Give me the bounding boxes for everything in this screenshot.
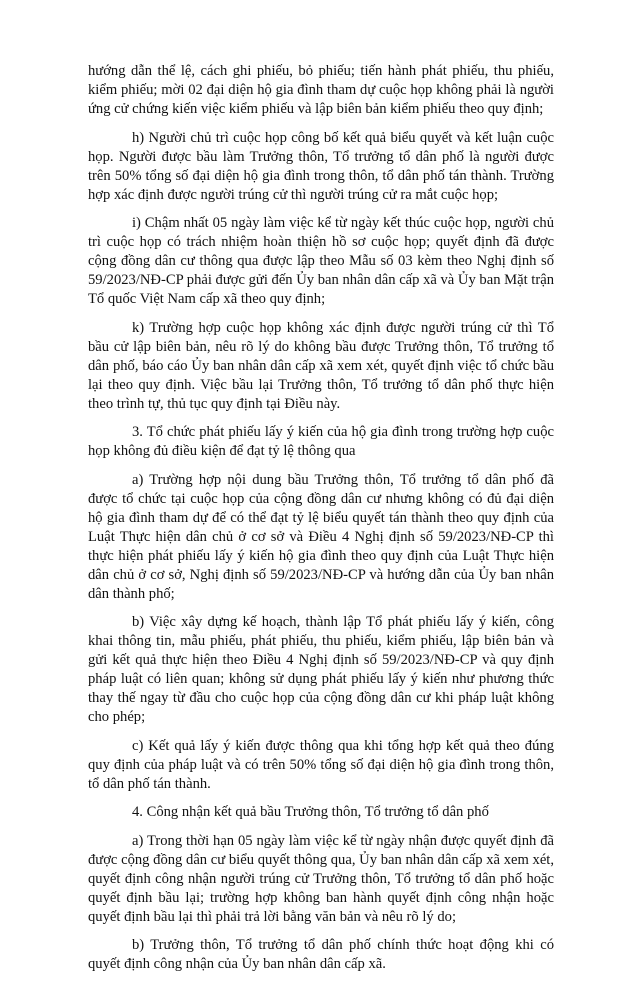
paragraph-item-3a: a) Trường hợp nội dung bầu Trưởng thôn, Tổ trưởng tổ dân phố đã được tổ chức tại cuộc họp của cộng đồng dân cư nhưng không có đủ đại diện hộ gia đình tham dự để có thể đạt tỷ lệ biểu quyết tán thành theo quy định của Luật Thực hiện dân chủ ở cơ sở và Điều 4 Nghị định số 59/2023/NĐ-CP thì thực hiện phát phiếu lấy ý kiến hộ gia đình theo quy định của Luật Thực hiện dân chủ ở cơ sở, Nghị định số 59/2023/NĐ-CP và hướng dẫn của Ủy ban nhân dân thành phố; [88,471,554,602]
section-heading-4: 4. Công nhận kết quả bầu Trưởng thôn, Tổ trưởng tổ dân phố [132,804,489,820]
paragraph-item-h: h) Người chủ trì cuộc họp công bố kết quả biểu quyết và kết luận cuộc họp. Người được bầu làm Trưởng thôn, Tổ trưởng tổ dân phố là người được trên 50% tổng số đại diện hộ gia đình trong thôn, tổ dân phố tán thành. Trường hợp xác định được người trúng cử thì người trúng cử ra mắt cuộc họp; [88,129,554,203]
paragraph-item-k: k) Trường hợp cuộc họp không xác định được người trúng cử thì Tổ bầu cử lập biên bản, nêu rõ lý do không bầu được Trưởng thôn, Tổ trưởng tổ dân phố, báo cáo Ủy ban nhân dân cấp xã xem xét, quyết định việc tổ chức bầu lại theo quy định. Việc bầu lại Trưởng thôn, Tổ trưởng tổ dân phố thực hiện theo trình tự, thủ tục quy định tại Điều này. [88,319,554,412]
paragraph-continuation: hướng dẫn thể lệ, cách ghi phiếu, bỏ phiếu; tiến hành phát phiếu, thu phiếu, kiểm phiếu; mời 02 đại diện hộ gia đình tham dự cuộc họp không phải là người ứng cử chứng kiến việc kiểm phiếu và lập biên bản kiểm phiếu theo quy định; [88,63,554,117]
section-heading-3: 3. Tổ chức phát phiếu lấy ý kiến của hộ gia đình trong trường hợp cuộc họp không đủ điều kiện để đạt tỷ lệ thông qua [88,424,554,459]
paragraph-item-3b: b) Việc xây dựng kế hoạch, thành lập Tổ phát phiếu lấy ý kiến, công khai thông tin, mẫu phiếu, phát phiếu, thu phiếu, kiểm phiếu, lập biên bản và gửi kết quả thực hiện theo Điều 4 Nghị định số 59/2023/NĐ-CP và quy định pháp luật có liên quan; không sử dụng phát phiếu lấy ý kiến như phương thức thay thế ngay từ đầu cho cuộc họp của cộng đồng dân cư khi pháp luật không cho phép; [88,614,554,725]
paragraph-item-i: i) Chậm nhất 05 ngày làm việc kể từ ngày kết thúc cuộc họp, người chủ trì cuộc họp có trách nhiệm hoàn thiện hồ sơ cuộc họp; quyết định đã được cộng đồng dân cư thông qua được lập theo Mẫu số 03 kèm theo Nghị định số 59/2023/NĐ-CP phải được gửi đến Ủy ban nhân dân cấp xã và Ủy ban Mặt trận Tổ quốc Việt Nam cấp xã theo quy định; [88,215,554,307]
document-page [88,62,554,984]
paragraph-item-3c: c) Kết quả lấy ý kiến được thông qua khi tổng hợp kết quả theo đúng quy định của pháp luật và có trên 50% tổng số đại diện hộ gia đình trong thôn, tổ dân phố tán thành. [88,737,554,792]
paragraph-item-4a: a) Trong thời hạn 05 ngày làm việc kể từ ngày nhận được quyết định đã được cộng đồng dân cư biểu quyết thông qua, Ủy ban nhân dân cấp xã xem xét, quyết định công nhận người trúng cử Trưởng thôn, Tổ trưởng tổ dân phố hoặc quyết định bầu lại; trường hợp không ban hành quyết định công nhận hoặc quyết định bầu lại thì phải trả lời bằng văn bản và nêu rõ lý do; [88,832,554,925]
paragraph-item-4b: b) Trưởng thôn, Tổ trưởng tổ dân phố chính thức hoạt động khi có quyết định công nhận của Ủy ban nhân dân cấp xã. [88,937,554,972]
